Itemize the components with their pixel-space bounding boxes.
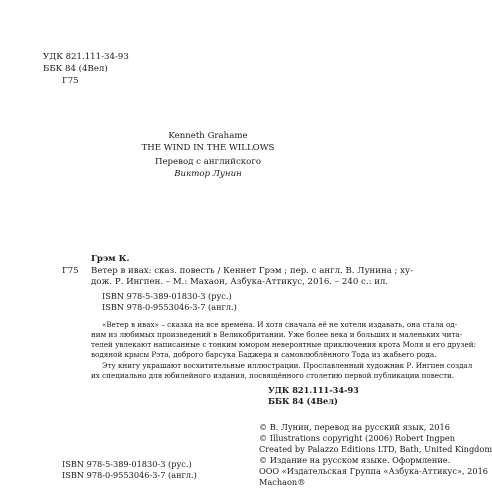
bbk-code-repeat: ББК 84 (4Вел): [268, 396, 338, 406]
title-english: THE WIND IN THE WILLOWS: [141, 143, 275, 153]
catalog-description-line2: дож. Р. Ингпен. – М.: Махаон, Азбука-Аттикус, 2016. – 240 с.: ил.: [91, 277, 389, 287]
catalog-code: Г75: [62, 266, 79, 276]
annotation-p1-line3: телей увлекают написанные с тонким юмором невероятные приключения крота Моля и его друзей:: [91, 340, 476, 349]
udk-code-repeat: УДК 821.111-34-93: [268, 385, 359, 395]
udk-code: УДК 821.111-34-93: [43, 52, 129, 62]
bbk-code: ББК 84 (4Вел): [43, 64, 108, 74]
annotation-p2-line2: их специально для юбилейного издания, посвящённого столетию первой публикации повести.: [91, 371, 455, 380]
copyright-publisher: ООО «Издательская Группа «Азбука-Аттикус», 2016: [259, 466, 489, 476]
annotation-p2-line1: Эту книгу украшают восхитительные иллюстрации. Прославленный художник Р. Ингпен создал: [102, 361, 473, 370]
annotation-p1-line2: ним из любимых произведений в Великобритании. Уже более века и больших и маленьких чита-: [91, 330, 463, 339]
copyright-palazzo: Created by Palazzo Editions LTD, Bath, United Kingdom: [259, 444, 492, 454]
author-english: Kenneth Grahame: [168, 131, 248, 141]
author-mark: Г75: [62, 76, 79, 86]
copyright-illustrations: © Illustrations copyright (2006) Robert Ingpen: [259, 433, 455, 443]
annotation-p1-line4: водяной крысы Рэта, доброго барсука Баджера и самовлюблённого Тода из жабьего рода.: [91, 350, 437, 359]
footer-isbn-russian: ISBN 978-5-389-01830-3 (рус.): [62, 459, 192, 469]
translation-note: Перевод с английского: [154, 157, 262, 167]
catalog-description-line1: Ветер в ивах: сказ. повесть / Кеннет Грэм ; пер. с англ. В. Лунина ; ху-: [91, 266, 413, 276]
catalog-isbn-english: ISBN 978-0-9553046-3-7 (англ.): [102, 302, 237, 312]
copyright-edition: © Издание на русском языке. Оформление.: [259, 455, 451, 465]
catalog-author: Грэм К.: [91, 254, 130, 264]
annotation-p1-line1: «Ветер в ивах» – сказка на все времена. И хотя сначала её не хотели издавать, она стала од-: [102, 320, 458, 329]
publisher-imprint: Machaon®: [259, 477, 306, 487]
copyright-translation: © В. Лунин, перевод на русский язык, 2016: [259, 422, 450, 432]
catalog-isbn-russian: ISBN 978-5-389-01830-3 (рус.): [102, 291, 232, 301]
footer-isbn-english: ISBN 978-0-9553046-3-7 (англ.): [62, 470, 197, 480]
translator-name: Виктор Лунин: [174, 169, 242, 179]
